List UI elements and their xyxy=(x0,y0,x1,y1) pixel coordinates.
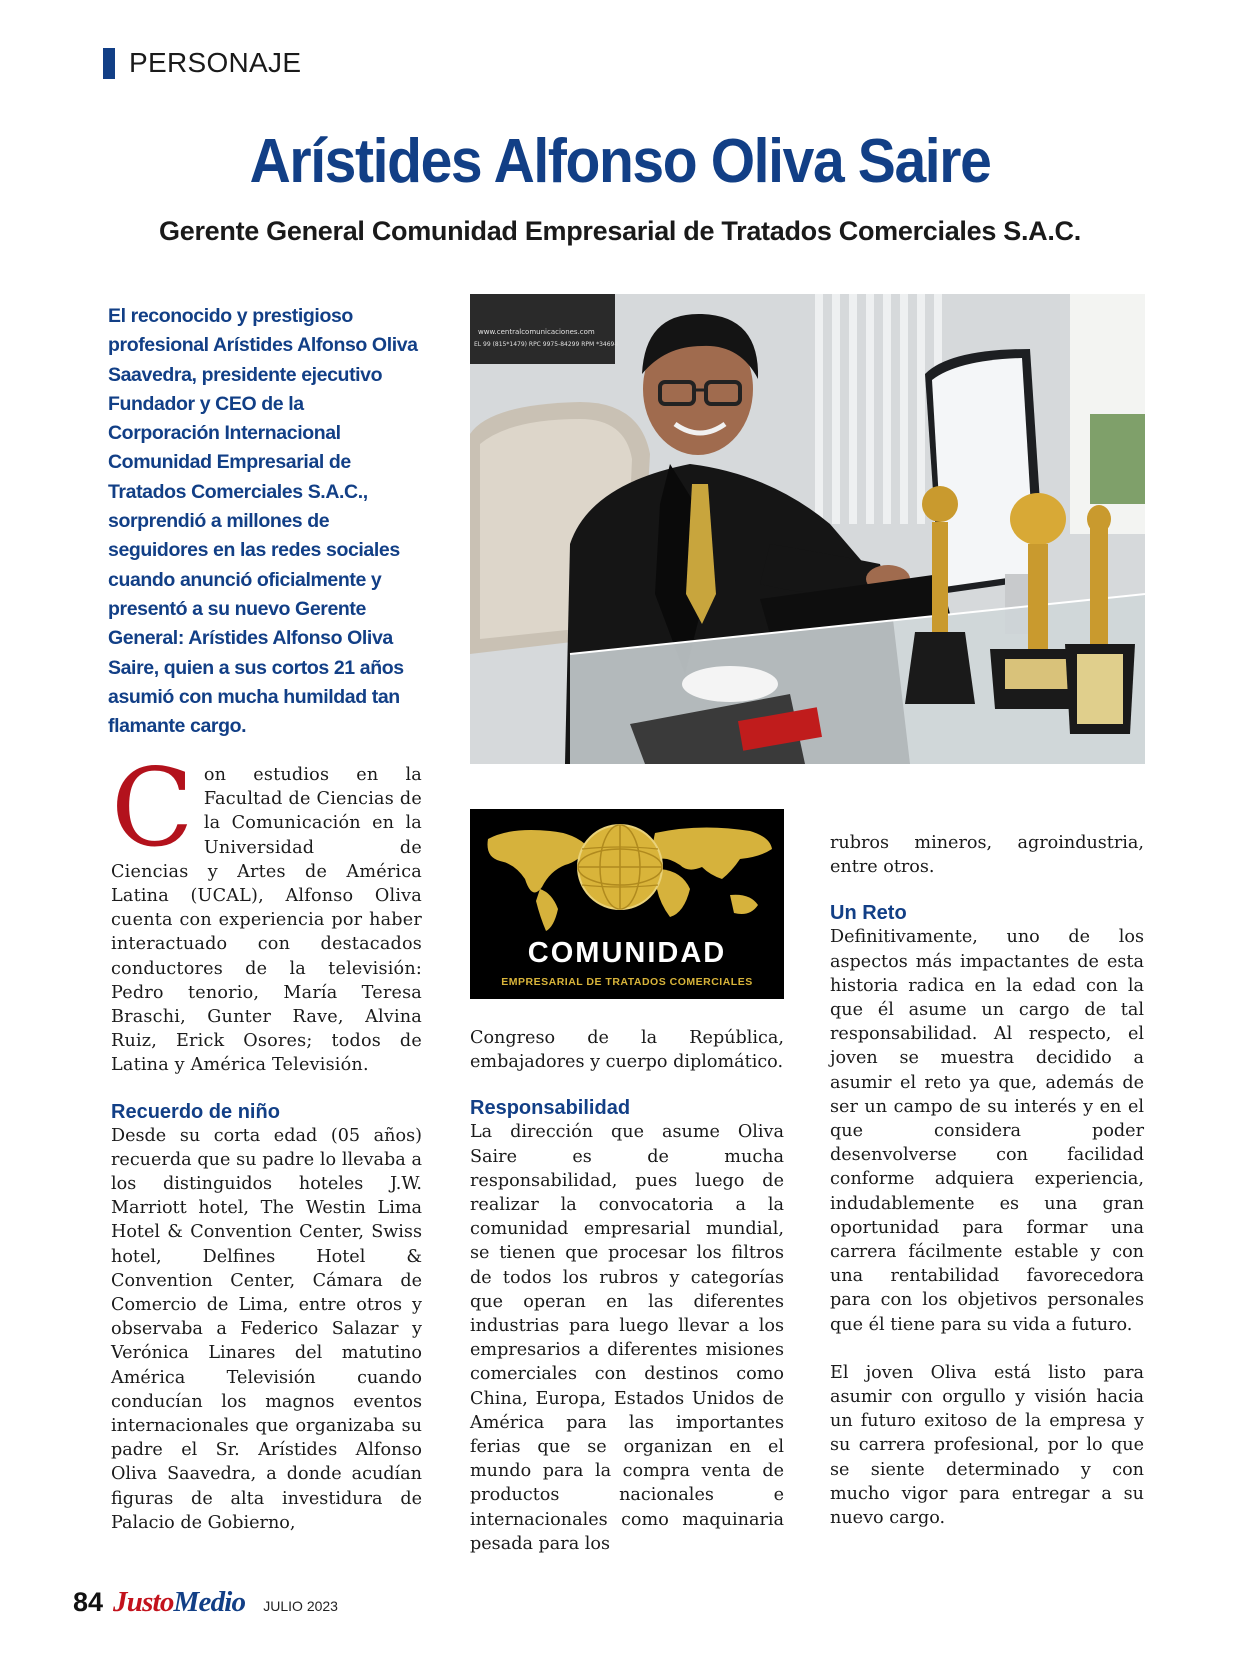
article-column-1 xyxy=(111,746,422,1535)
section-bar xyxy=(103,48,115,79)
paragraph-responsabilidad-cont: rubros mineros, agroindustria, entre otros. xyxy=(830,833,1144,878)
section-label: PERSONAJE xyxy=(129,47,302,78)
company-logo xyxy=(470,809,784,999)
heading-reto: Un Reto xyxy=(830,902,907,925)
paragraph-recuerdo: Desde su corta edad (05 años) recuerda que su padre lo llevaba a los distinguidos hoteles J.W. Marriott hotel, The Westin Lima Hotel & Convention Center, Swiss hotel, Delfines Hotel & Convention Center, Cámara de Comercio de Lima, entre otros y observaba a Federico Salazar y Verónica Linares del matutino América Televisión cuando conducían los magnos eventos internacionales que organizaba su padre el Sr. Arístides Alfonso Oliva Saavedra, a donde acudían figuras de alta investidura de Palacio de Gobierno, xyxy=(111,1125,422,1533)
sign-text: www.centralcomunicaciones.com xyxy=(478,328,595,336)
issue-date: JULIO 2023 xyxy=(263,1598,338,1614)
brand-medio: Medio xyxy=(173,1586,246,1618)
heading-responsabilidad: Responsabilidad xyxy=(470,1097,631,1120)
logo-wordmark: COMUNIDAD xyxy=(527,937,727,969)
intro-text: on estudios en la Facultad de Ciencias de la Comunicación en la Universidad de Ciencias y Artes de América Latina (UCAL), Alfonso Oliva cuenta con experiencia por haber interactuado con destacados conductores de la televisión: Pedro tenorio, María Teresa Braschi, Gunter Rave, Alvina Ruiz, Erick Osores; todos de Latina y América Televisión. xyxy=(111,765,422,1076)
lead-paragraph: El reconocido y prestigioso profesional Arístides Alfonso Oliva Saavedra, presidente ejecutivo Fundador y CEO de la Corporación Internacional Comunidad Empresarial de Tratados Comerciales S.A.C., sorprendió a millones de seguidores en las redes sociales cuando anunció oficialmente y presentó a su nuevo Gerente General: Arístides Alfonso Oliva Saire, quien a sus cortos 21 años asumió con mucha humildad tan flamante cargo. xyxy=(108,305,418,738)
drop-cap: C xyxy=(111,746,194,871)
paragraph-reto: Definitivamente, uno de los aspectos más impactantes de esta historia radica en la edad con la que él asume un cargo de tal responsabilidad. Al respecto, el joven se muestra decidido a asumir el reto ya que, además de ser un campo de su interés y en el que considera poder desenvolverse con facilidad conforme adquiera experiencia, indudablemente es una gran oportunidad para formar una carrera fácilmente estable y con una rentabilidad favorecedora para con los objetivos personales que él tiene para su vida a futuro. xyxy=(830,927,1144,1335)
page-title: Arístides Alfonso Oliva Saire xyxy=(249,127,991,196)
paragraph-recuerdo-cont: Congreso de la República, embajadores y cuerpo diplomático. xyxy=(470,1028,784,1073)
intro-paragraph xyxy=(111,746,422,1078)
article-column-2 xyxy=(470,1026,784,1556)
logo-tagline: EMPRESARIAL DE TRATADOS COMERCIALES xyxy=(501,976,753,988)
article-column-3 xyxy=(830,831,1144,1530)
heading-recuerdo: Recuerdo de niño xyxy=(111,1100,280,1123)
paragraph-closing: El joven Oliva está listo para asumir con orgullo y visión hacia un futuro exitoso de la empresa y su carrera profesional, por lo que se siente determinado y con mucho vigor para entregar a su nuevo cargo. xyxy=(830,1362,1144,1529)
page-number: 84 xyxy=(73,1587,104,1617)
brand-justo: Justo xyxy=(113,1586,174,1618)
section-tag xyxy=(103,47,301,79)
sign-text-2: EL 99 (815*1479) RPC 9975-84299 RPM *34694 xyxy=(474,341,619,348)
page-subtitle: Gerente General Comunidad Empresarial de Tratados Comerciales S.A.C. xyxy=(159,216,1081,246)
paragraph-responsabilidad: La dirección que asume Oliva Saire es de mucha responsabilidad, pues luego de realizar la convocatoria a la comunidad empresarial mundial, se tienen que procesar los filtros de todos los rubros y categorías que operan en las diferentes industrias para luego llevar a los empresarios a diferentes misiones comerciales con destinos como China, Europa, Estados Unidos de América para las importantes ferias que se organizan en el mundo para la compra venta de productos nacionales e internacionales como maquinaria pesada para los xyxy=(470,1122,784,1554)
portrait-photo xyxy=(470,294,1145,764)
page-footer xyxy=(73,1586,338,1619)
